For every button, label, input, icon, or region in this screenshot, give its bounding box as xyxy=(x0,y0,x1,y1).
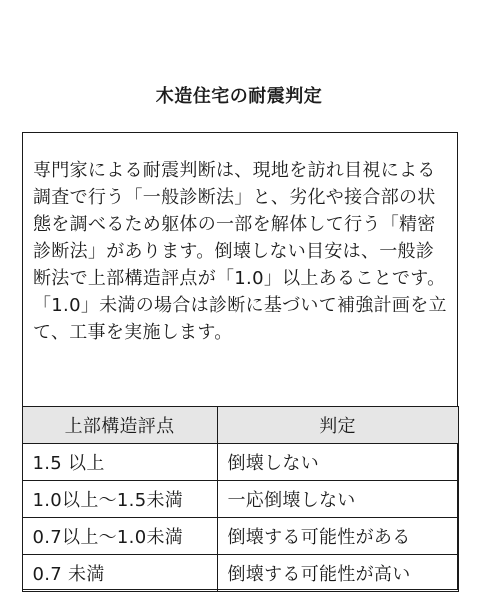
score-cell: 1.5 以上 xyxy=(22,444,217,481)
table-header-row xyxy=(22,407,458,444)
score-cell: 0.7 未満 xyxy=(22,555,217,592)
judgment-cell: 倒壊しない xyxy=(217,444,458,481)
table-row xyxy=(22,481,458,518)
judgment-cell: 倒壊する可能性がある xyxy=(217,518,458,555)
table-row xyxy=(22,444,458,481)
header-judgment: 判定 xyxy=(217,407,458,444)
judgment-cell: 一応倒壊しない xyxy=(217,481,458,518)
table-row xyxy=(22,555,458,592)
judgment-cell: 倒壊する可能性が高い xyxy=(217,555,458,592)
table-row xyxy=(22,518,458,555)
score-cell: 0.7以上～1.0未満 xyxy=(22,518,217,555)
header-score: 上部構造評点 xyxy=(22,407,217,444)
document-title: 木造住宅の耐震判定 xyxy=(155,86,323,107)
body-paragraph: 専門家による耐震判断は、現地を訪れ目視による調査で行う「一般診断法」と、劣化や接合部の状態を調べるため躯体の一部を解体して行う「精密診断法」があります。倒壊しない目安は、一般診断法で上部構造評点が「1.0」以上あることです。「1.0」未満の場合は診断に基づいて補強計画を立て、工事を実施します。 xyxy=(33,160,447,343)
content-frame xyxy=(22,132,458,590)
score-cell: 1.0以上～1.5未満 xyxy=(22,481,217,518)
rating-table xyxy=(22,406,459,592)
